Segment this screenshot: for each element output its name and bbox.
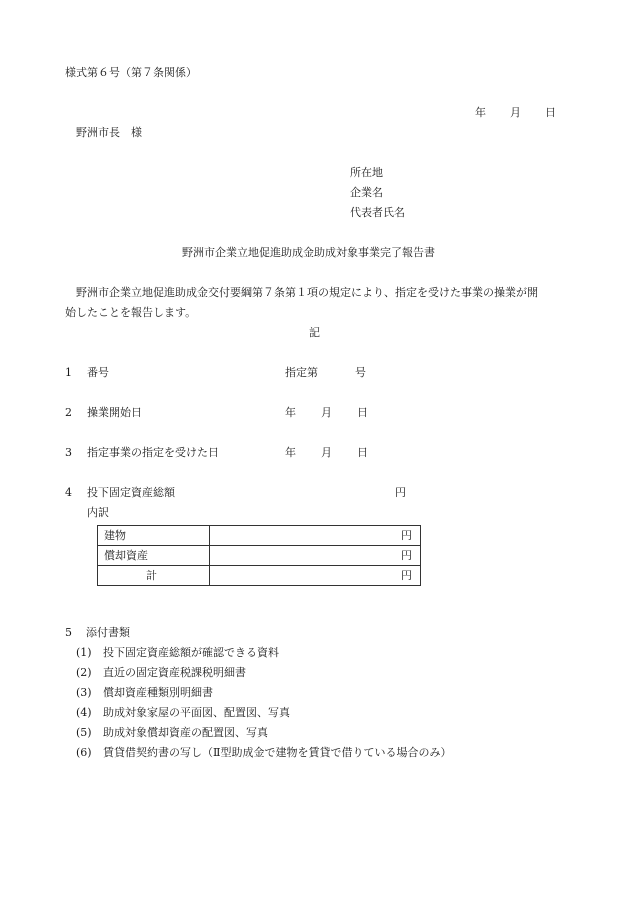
row-name: 計 bbox=[98, 566, 210, 586]
table-row bbox=[98, 546, 421, 566]
date-year-label: 年 bbox=[475, 106, 486, 119]
designation-suffix: 号 bbox=[355, 366, 366, 379]
attachment-index: (3) bbox=[76, 686, 92, 699]
applicant-company-label: 企業名 bbox=[350, 186, 383, 199]
body-text-line-1: 野洲市企業立地促進助成金交付要綱第７条第１項の規定により、指定を受けた事業の操業が開 bbox=[76, 286, 538, 299]
item-index: 4 bbox=[65, 486, 72, 499]
item-label: 操業開始日 bbox=[87, 406, 142, 419]
attachment-index: (6) bbox=[76, 746, 92, 759]
row-amount[interactable]: 円 bbox=[210, 546, 421, 566]
item-index: 1 bbox=[65, 366, 72, 379]
table-row bbox=[98, 526, 421, 546]
attachment-text: 投下固定資産総額が確認できる資料 bbox=[103, 646, 279, 659]
item-label: 番号 bbox=[87, 366, 109, 379]
body-text-line-2: 始したことを報告します。 bbox=[65, 306, 197, 319]
applicant-representative-label: 代表者氏名 bbox=[350, 206, 405, 219]
date-day-label: 日 bbox=[545, 106, 556, 119]
attachment-index: (4) bbox=[76, 706, 92, 719]
month-label: 月 bbox=[321, 406, 332, 419]
month-label: 月 bbox=[321, 446, 332, 459]
year-label: 年 bbox=[285, 406, 296, 419]
row-amount[interactable]: 円 bbox=[210, 566, 421, 586]
form-number: 様式第６号（第７条関係） bbox=[65, 66, 197, 79]
yen-unit: 円 bbox=[395, 486, 406, 499]
attachments-heading: 添付書類 bbox=[86, 626, 130, 639]
year-label: 年 bbox=[285, 446, 296, 459]
date-month-label: 月 bbox=[510, 106, 521, 119]
attachment-text: 償却資産種類別明細書 bbox=[103, 686, 213, 699]
item-label: 指定事業の指定を受けた日 bbox=[87, 446, 219, 459]
attachment-text: 助成対象償却資産の配置図、写真 bbox=[103, 726, 268, 739]
designation-prefix: 指定第 bbox=[285, 366, 318, 379]
item-index: 2 bbox=[65, 406, 72, 419]
attachment-index: (5) bbox=[76, 726, 92, 739]
ki-mark: 記 bbox=[309, 326, 320, 339]
addressee: 野洲市長 様 bbox=[76, 126, 142, 139]
breakdown-heading: 内訳 bbox=[87, 506, 109, 519]
item-index: 5 bbox=[65, 626, 72, 639]
attachment-text: 直近の固定資産税課税明細書 bbox=[103, 666, 246, 679]
attachment-text: 賃貸借契約書の写し（Ⅱ型助成金で建物を賃貸で借りている場合のみ） bbox=[103, 746, 452, 759]
table-row bbox=[98, 566, 421, 586]
row-name: 建物 bbox=[98, 526, 210, 546]
item-index: 3 bbox=[65, 446, 72, 459]
document-title: 野洲市企業立地促進助成金助成対象事業完了報告書 bbox=[182, 246, 435, 259]
attachment-text: 助成対象家屋の平面図、配置図、写真 bbox=[103, 706, 290, 719]
attachment-index: (1) bbox=[76, 646, 92, 659]
day-label: 日 bbox=[357, 406, 368, 419]
row-name: 償却資産 bbox=[98, 546, 210, 566]
breakdown-table bbox=[97, 525, 421, 586]
row-amount[interactable]: 円 bbox=[210, 526, 421, 546]
applicant-location-label: 所在地 bbox=[350, 166, 383, 179]
day-label: 日 bbox=[357, 446, 368, 459]
item-label: 投下固定資産総額 bbox=[87, 486, 175, 499]
attachment-index: (2) bbox=[76, 666, 92, 679]
